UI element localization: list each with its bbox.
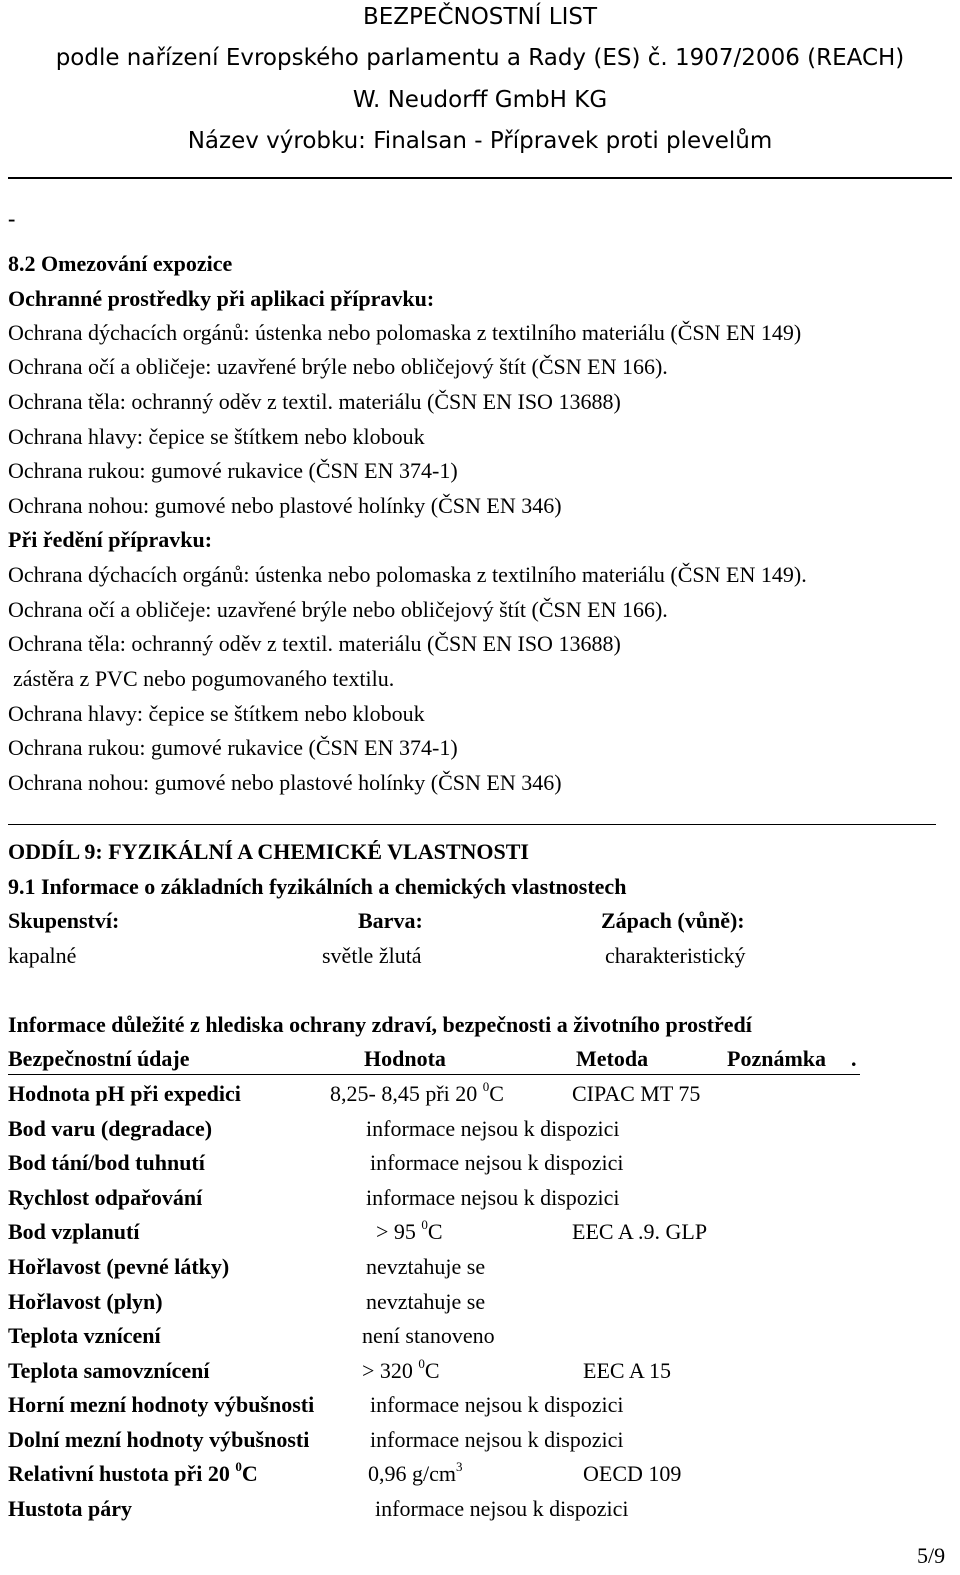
text-line: Ochrana očí a obličeje: uzavřené brýle nebo obličejový štít (ČSN EN 166). <box>8 597 668 622</box>
text-line: Ochrana nohou: gumové nebo plastové holínky (ČSN EN 346) <box>8 770 562 795</box>
text-line: Ochrana nohou: gumové nebo plastové holínky (ČSN EN 346) <box>8 493 562 518</box>
section-divider <box>8 824 936 825</box>
text-line: Ochrana rukou: gumové rukavice (ČSN EN 374-1) <box>8 458 458 483</box>
row-value: 0,96 $g/cm^3$ <box>368 1459 463 1486</box>
row-label: Horní mezní hodnoty výbušnosti <box>8 1392 315 1417</box>
state-value: kapalné <box>8 943 77 968</box>
page-number: 5/9 <box>917 1543 946 1568</box>
info-title: Informace důležité z hlediska ochrany zdraví, bezpečnosti a životního prostředí <box>8 1012 752 1037</box>
row-label: Teplota samovznícení <box>8 1358 210 1383</box>
row-label: Hodnota pH při expedici <box>8 1081 241 1106</box>
text-line: Ochrana očí a obličeje: uzavřené brýle nebo obličejový štít (ČSN EN 166). <box>8 354 668 379</box>
row-label: Teplota vznícení <box>8 1323 161 1348</box>
row-method: EEC A .9. GLP <box>572 1219 708 1244</box>
text-line: Ochrana dýchacích orgánů: ústenka nebo polomaska z textilního materiálu (ČSN EN 149) <box>8 320 802 345</box>
th-method: Metoda <box>576 1046 649 1071</box>
header-title: BEZPEČNOSTNÍ LIST <box>362 4 598 30</box>
th-value: Hodnota <box>364 1046 446 1071</box>
row-label: Bod varu (degradace) <box>8 1116 213 1141</box>
row-value: nevztahuje se <box>366 1289 486 1314</box>
text-line: Ochrana těla: ochranný oděv z textil. materiálu (ČSN EN ISO 13688) <box>8 631 621 656</box>
th-dot: . <box>851 1046 857 1071</box>
row-value: > 320 $^0$C <box>362 1356 440 1383</box>
section-dash: - <box>8 206 16 231</box>
th-safety: Bezpečnostní údaje <box>8 1046 190 1071</box>
text-line: zástěra z PVC nebo pogumovaného textilu. <box>13 666 395 691</box>
section-8-2-title: 8.2 Omezování expozice <box>8 251 233 276</box>
text-line: Ochrana dýchacích orgánů: ústenka nebo polomaska z textilního materiálu (ČSN EN 149). <box>8 562 807 587</box>
row-value: informace nejsou k dispozici <box>370 1150 624 1175</box>
application-subtitle: Ochranné prostředky při aplikaci přípravku: <box>8 286 435 311</box>
table-header <box>8 1046 860 1075</box>
row-value: informace nejsou k dispozici <box>375 1496 629 1521</box>
row-method: OECD 109 <box>583 1461 682 1486</box>
row-label: Bod vzplanutí <box>8 1219 140 1244</box>
header-divider <box>8 177 952 179</box>
section-9-1-title: 9.1 Informace o základních fyzikálních a chemických vlastnostech <box>8 874 627 899</box>
row-label: Hořlavost (pevné látky) <box>8 1254 230 1279</box>
row-label: Hustota páry <box>8 1496 133 1521</box>
row-method: CIPAC MT 75 <box>572 1081 701 1106</box>
state-label: Skupenství: <box>8 908 120 933</box>
row-method: EEC A 15 <box>583 1358 672 1383</box>
row-label: Hořlavost (plyn) <box>8 1289 163 1314</box>
text-line: Ochrana těla: ochranný oděv z textil. materiálu (ČSN EN ISO 13688) <box>8 389 621 414</box>
color-label: Barva: <box>358 908 423 933</box>
row-value: 8,25- 8,45 při 20 $^0$C <box>330 1079 504 1106</box>
odor-label: Zápach (vůně): <box>601 908 745 933</box>
row-value: informace nejsou k dispozici <box>366 1116 620 1141</box>
text-line: Ochrana hlavy: čepice se štítkem nebo klobouk <box>8 701 425 726</box>
odor-value: charakteristický <box>605 943 746 968</box>
row-value: informace nejsou k dispozici <box>370 1392 624 1417</box>
text-line: Ochrana hlavy: čepice se štítkem nebo klobouk <box>8 424 425 449</box>
row-value: nevztahuje se <box>366 1254 486 1279</box>
th-note: Poznámka <box>727 1046 826 1071</box>
row-label: Dolní mezní hodnoty výbušnosti <box>8 1427 310 1452</box>
row-label: Rychlost odpařování <box>8 1185 203 1210</box>
row-label: Relativní hustota při 20 $^0$C <box>8 1459 258 1486</box>
text-line: Ochrana rukou: gumové rukavice (ČSN EN 374-1) <box>8 735 458 760</box>
row-label: Bod tání/bod tuhnutí <box>8 1150 205 1175</box>
row-value: informace nejsou k dispozici <box>366 1185 620 1210</box>
color-value: světle žlutá <box>322 943 422 968</box>
header-company: W. Neudorff GmbH KG <box>352 87 608 113</box>
header-product: Název výrobku: Finalsan - Přípravek proti plevelům <box>187 128 773 154</box>
dilution-subtitle: Při ředění přípravku: <box>8 527 213 552</box>
header-regulation: podle nařízení Evropského parlamentu a Rady (ES) č. 1907/2006 (REACH) <box>55 45 905 71</box>
section-9-title: ODDÍL 9: FYZIKÁLNÍ A CHEMICKÉ VLASTNOSTI <box>8 839 529 864</box>
row-value: není stanoveno <box>362 1323 495 1348</box>
row-value: > 95 $^0$C <box>376 1217 443 1244</box>
row-value: informace nejsou k dispozici <box>370 1427 624 1452</box>
